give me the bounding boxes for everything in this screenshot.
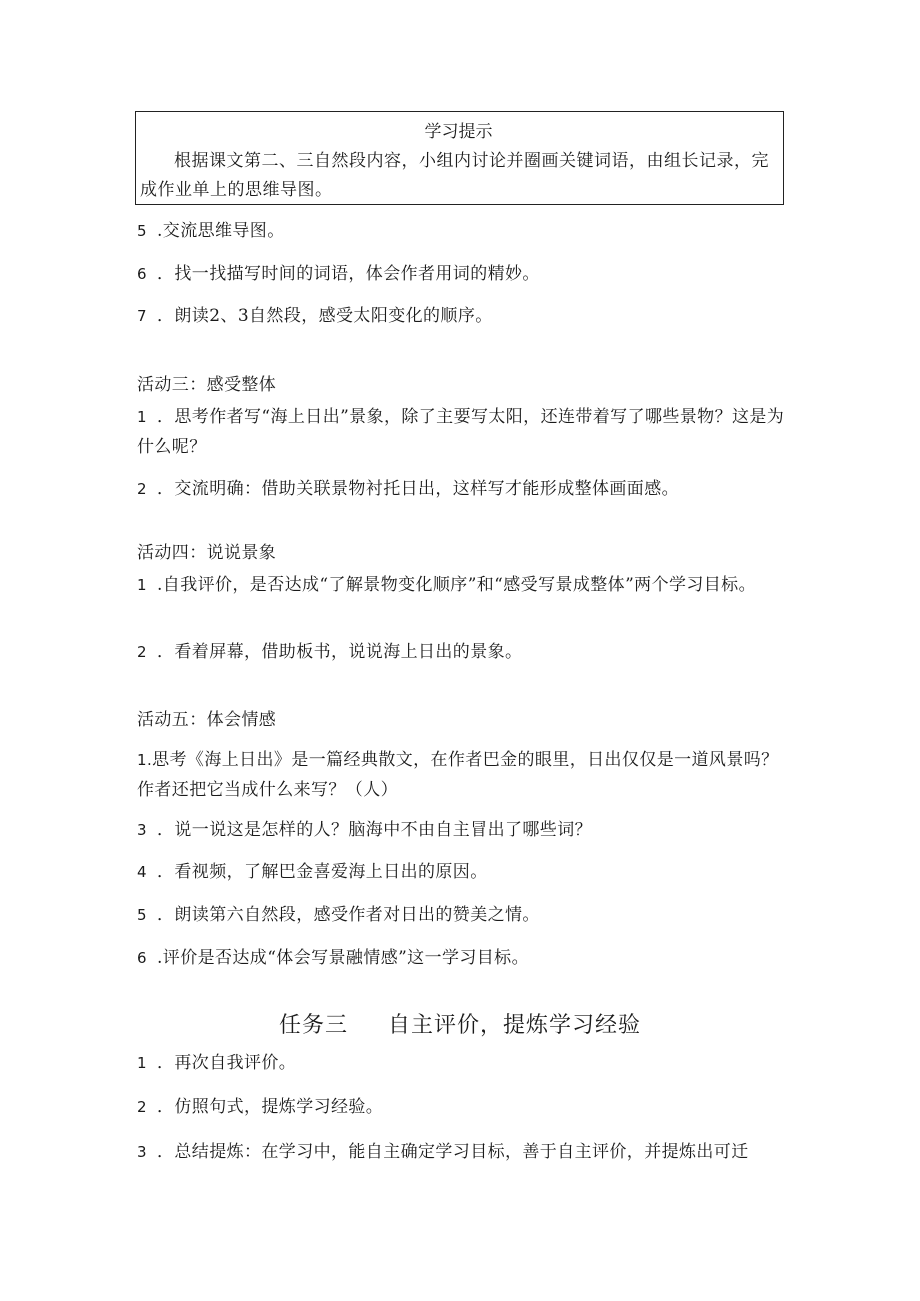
item-text: ．朗读2、3自然段，感受太阳变化的顺序。 xyxy=(157,306,493,326)
list-item xyxy=(137,1048,296,1078)
activity-4-title: 活动四：说说景象 xyxy=(137,543,277,563)
item-number: 4 xyxy=(137,863,147,881)
item-text: .自我评价，是否达成“了解景物变化顺序”和“感受写景成整体”两个学习目标。 xyxy=(157,575,756,595)
tip-body: 根据课文第二、三自然段内容，小组内讨论并圈画关键词语，由组长记录，完成作业单上的思维导图。 xyxy=(140,151,769,200)
item-number: 6 xyxy=(137,949,147,967)
item-number: 1 xyxy=(137,1054,147,1072)
list-item xyxy=(137,1137,749,1167)
item-text: ．再次自我评价。 xyxy=(157,1053,297,1073)
item-text: 思考《海上日出》是一篇经典散文，在作者巴金的眼里，日出仅仅是一道风景吗？作者还把它当成什么来写？（人） xyxy=(137,750,779,800)
list-item xyxy=(137,1092,383,1122)
task-title: 自主评价，提炼学习经验 xyxy=(388,1013,642,1038)
item-number: 5 xyxy=(137,222,147,240)
task-3-heading xyxy=(0,1011,920,1041)
item-text: ．思考作者写“海上日出”景象，除了主要写太阳，还连带着写了哪些景物？这是为什么呢？ xyxy=(137,407,785,457)
list-item xyxy=(137,570,787,600)
list-item xyxy=(137,216,285,246)
list-item xyxy=(137,900,540,930)
list-item xyxy=(137,815,592,845)
item-text: ．看视频，了解巴金喜爱海上日出的原因。 xyxy=(157,862,488,882)
item-number: 1 xyxy=(137,576,147,594)
item-number: 7 xyxy=(137,307,147,325)
item-number: 1. xyxy=(137,751,153,769)
item-number: 2 xyxy=(137,480,147,498)
item-text: ．仿照句式，提炼学习经验。 xyxy=(157,1097,384,1117)
item-text: .交流思维导图。 xyxy=(157,221,285,241)
list-item xyxy=(137,301,493,331)
item-text: .评价是否达成“体会写景融情感”这一学习目标。 xyxy=(157,948,529,968)
item-number: 3 xyxy=(137,821,147,839)
item-text: ．说一说这是怎样的人？脑海中不由自主冒出了哪些词？ xyxy=(157,820,592,840)
list-item xyxy=(137,474,679,504)
item-number: 2 xyxy=(137,1098,147,1116)
list-item xyxy=(137,259,540,289)
list-item xyxy=(137,745,787,805)
item-text: ．总结提炼：在学习中，能自主确定学习目标，善于自主评价，并提炼出可迁 xyxy=(157,1142,749,1162)
learning-tip-box xyxy=(135,111,784,205)
item-text: ．看着屏幕，借助板书，说说海上日出的景象。 xyxy=(157,642,523,662)
tip-title: 学习提示 xyxy=(424,122,493,142)
item-number: 1 xyxy=(137,408,147,426)
item-number: 2 xyxy=(137,643,147,661)
item-number: 6 xyxy=(137,265,147,283)
item-number: 3 xyxy=(137,1143,147,1161)
list-item xyxy=(137,857,488,887)
item-number: 5 xyxy=(137,906,147,924)
list-item xyxy=(137,637,522,667)
list-item xyxy=(137,943,529,973)
task-label: 任务三 xyxy=(278,1013,348,1038)
item-text: ．朗读第六自然段，感受作者对日出的赞美之情。 xyxy=(157,905,540,925)
item-text: ．交流明确：借助关联景物衬托日出，这样写才能形成整体画面感。 xyxy=(157,479,679,499)
activity-3-title: 活动三：感受整体 xyxy=(137,375,277,395)
item-text: ．找一找描写时间的词语，体会作者用词的精妙。 xyxy=(157,264,540,284)
activity-5-title: 活动五：体会情感 xyxy=(137,710,277,730)
list-item xyxy=(137,402,787,462)
